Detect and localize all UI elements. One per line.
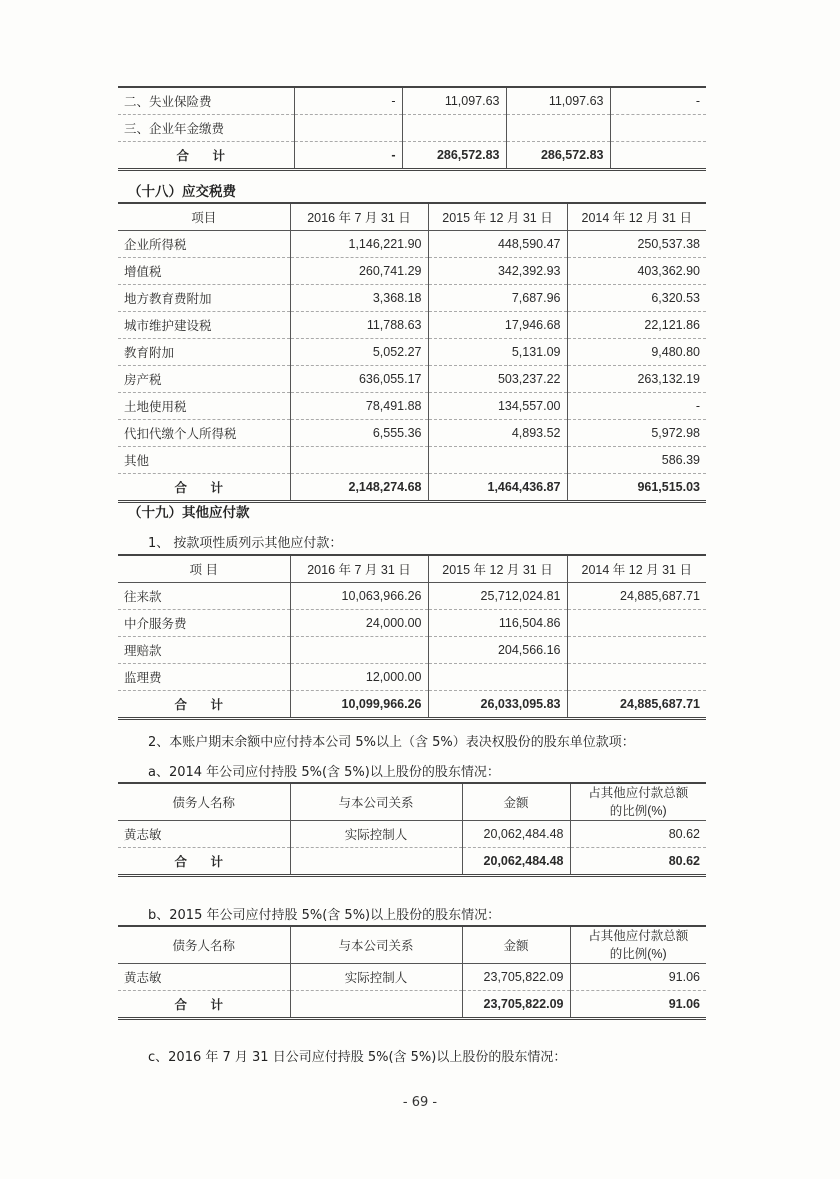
total-row: 合 计 10,099,966.26 26,033,095.83 24,885,687.71 — [118, 691, 706, 719]
table-row: 增值税 260,741.29 342,392.93 403,362.90 — [118, 258, 706, 285]
subsection-label: 2、本账户期末余额中应付持本公司 5%以上（含 5%）表决权股份的股东单位款项： — [148, 735, 635, 750]
shareholder-table-2014 — [118, 782, 706, 877]
table-header: 项目 2016 年 7 月 31 日 2015 年 12 月 31 日 2014 年 12 月 31 日 — [118, 203, 706, 231]
table-row: 其他 586.39 — [118, 447, 706, 474]
table-row: 教育附加 5,052.27 5,131.09 9,480.80 — [118, 339, 706, 366]
table-row: 代扣代缴个人所得税 6,555.36 4,893.52 5,972.98 — [118, 420, 706, 447]
tax-payable-table — [118, 202, 706, 503]
table-row: 二、失业保险费 - 11,097.63 11,097.63 - — [118, 87, 706, 115]
table-row: 地方教育费附加 3,368.18 7,687.96 6,320.53 — [118, 285, 706, 312]
shareholder-table-2015 — [118, 925, 706, 1020]
item-label: 二、失业保险费 — [118, 87, 294, 115]
table-row: 往来款 10,063,966.26 25,712,024.81 24,885,687.71 — [118, 583, 706, 610]
section-heading: （十九）其他应付款 — [128, 505, 250, 521]
page-number: - 69 - — [402, 1095, 438, 1110]
total-row: 合 计 20,062,484.48 80.62 — [118, 848, 706, 876]
total-row: 合 计 23,705,822.09 91.06 — [118, 991, 706, 1019]
subsection-label: c、2016 年 7 月 31 日公司应付持股 5%(含 5%)以上股份的股东情况： — [148, 1050, 567, 1065]
table-row — [118, 115, 706, 142]
table-header: 债务人名称 与本公司关系 金额 占其他应付款总额 的比例(%) — [118, 926, 706, 964]
total-row: 合 计 2,148,274.68 1,464,436.87 961,515.03 — [118, 474, 706, 502]
table-header: 项 目 2016 年 7 月 31 日 2015 年 12 月 31 日 2014 年 12 月 31 日 — [118, 555, 706, 583]
section-heading: （十八）应交税费 — [128, 184, 236, 200]
table-row: 中介服务费 24,000.00 116,504.86 — [118, 610, 706, 637]
table-row: 房产税 636,055.17 503,237.22 263,132.19 — [118, 366, 706, 393]
table-row: 黄志敏 实际控制人 20,062,484.48 80.62 — [118, 821, 706, 848]
table-row: 城市维护建设税 11,788.63 17,946.68 22,121.86 — [118, 312, 706, 339]
total-row: 合 计 - 286,572.83 286,572.83 — [118, 142, 706, 170]
table-header: 债务人名称 与本公司关系 金额 占其他应付款总额 的比例(%) — [118, 783, 706, 821]
pension-table — [118, 86, 706, 171]
other-payables-table — [118, 554, 706, 720]
table-row: 企业所得税 1,146,221.90 448,590.47 250,537.38 — [118, 231, 706, 258]
table-row: 监理费 12,000.00 — [118, 664, 706, 691]
subsection-label: a、2014 年公司应付持股 5%(含 5%)以上股份的股东情况： — [148, 765, 500, 780]
item-label: 三、企业年金缴费 — [118, 115, 294, 142]
subsection-label: b、2015 年公司应付持股 5%(含 5%)以上股份的股东情况： — [148, 908, 501, 923]
table-row: 理赔款 204,566.16 — [118, 637, 706, 664]
subsection-label: 1、 按款项性质列示其他应付款： — [148, 536, 343, 551]
table-row: 黄志敏 实际控制人 23,705,822.09 91.06 — [118, 964, 706, 991]
table-row: 土地使用税 78,491.88 134,557.00 - — [118, 393, 706, 420]
